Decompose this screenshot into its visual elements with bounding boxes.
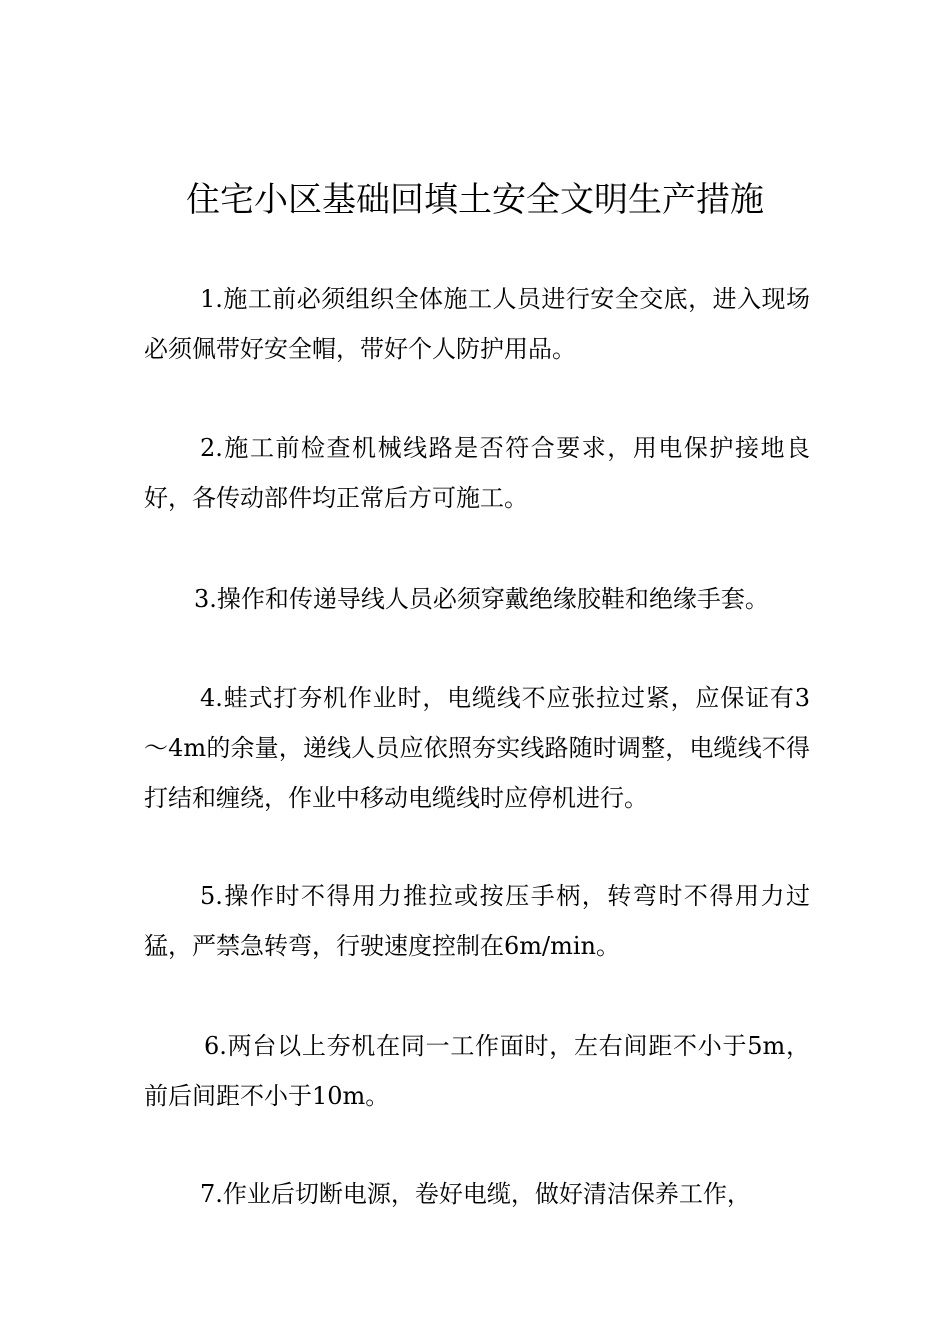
paragraph-3: 3.操作和传递导线人员必须穿戴绝缘胶鞋和绝缘手套。 [194, 585, 769, 613]
paragraph-4: 4.蛙式打夯机作业时，电缆线不应张拉过紧，应保证有3～4m的余量，递线人员应依照夯实线路随时调整，电缆线不得打结和缠绕，作业中移动电缆线时应停机进行。 [144, 684, 810, 812]
paragraph-7: 7.作业后切断电源，卷好电缆，做好清洁保养工作， [200, 1180, 751, 1208]
paragraph-6: 6.两台以上夯机在同一工作面时，左右间距不小于5m，前后间距不小于10m。 [144, 1032, 810, 1110]
paragraph-5: 5.操作时不得用力推拉或按压手柄，转弯时不得用力过猛，严禁急转弯，行驶速度控制在6m/min。 [144, 882, 810, 960]
document-title: 住宅小区基础回填土安全文明生产措施 [186, 180, 764, 220]
paragraph-2: 2.施工前检查机械线路是否符合要求，用电保护接地良好，各传动部件均正常后方可施工。 [144, 434, 810, 512]
paragraph-1: 1.施工前必须组织全体施工人员进行安全交底，进入现场必须佩带好安全帽，带好个人防护用品。 [144, 285, 810, 363]
